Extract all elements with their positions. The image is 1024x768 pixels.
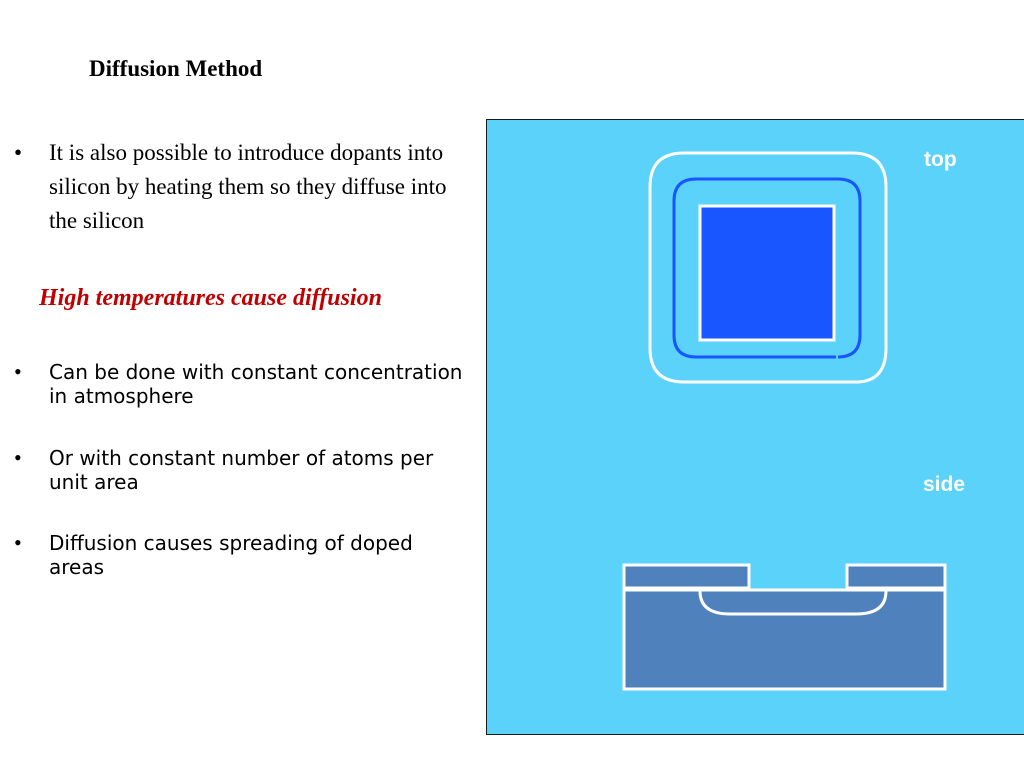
bullet-item-constant-concentration bbox=[14, 360, 474, 408]
bullet-text: It is also possible to introduce dopants into silicon by heating them so they diffuse into the silicon bbox=[49, 140, 447, 233]
bullet-text: Can be done with constant concentration in atmosphere bbox=[49, 360, 463, 408]
diffusion-diagram bbox=[486, 119, 1024, 735]
bullet-item-intro bbox=[14, 136, 474, 238]
bullet-glyph: • bbox=[14, 530, 22, 555]
side-view-mask-right bbox=[847, 565, 945, 588]
top-view-dopant-region bbox=[700, 206, 834, 340]
bullet-glyph: • bbox=[14, 445, 22, 470]
bullet-item-constant-atoms bbox=[14, 446, 474, 494]
bullet-glyph: • bbox=[14, 359, 22, 384]
top-label: top bbox=[924, 148, 957, 171]
side-label: side bbox=[923, 473, 966, 496]
side-view-mask-left bbox=[624, 565, 749, 588]
bullet-glyph: • bbox=[14, 140, 23, 165]
side-view-substrate bbox=[624, 590, 945, 689]
diffusion-diagram-svg bbox=[486, 119, 1024, 735]
bullet-text: Diffusion causes spreading of doped areas bbox=[49, 531, 413, 579]
highlight-text: High temperatures cause diffusion bbox=[39, 285, 382, 311]
bullet-item-spreading bbox=[14, 531, 474, 579]
slide-title: Diffusion Method bbox=[89, 56, 263, 81]
bullet-text: Or with constant number of atoms per unit area bbox=[49, 446, 434, 494]
